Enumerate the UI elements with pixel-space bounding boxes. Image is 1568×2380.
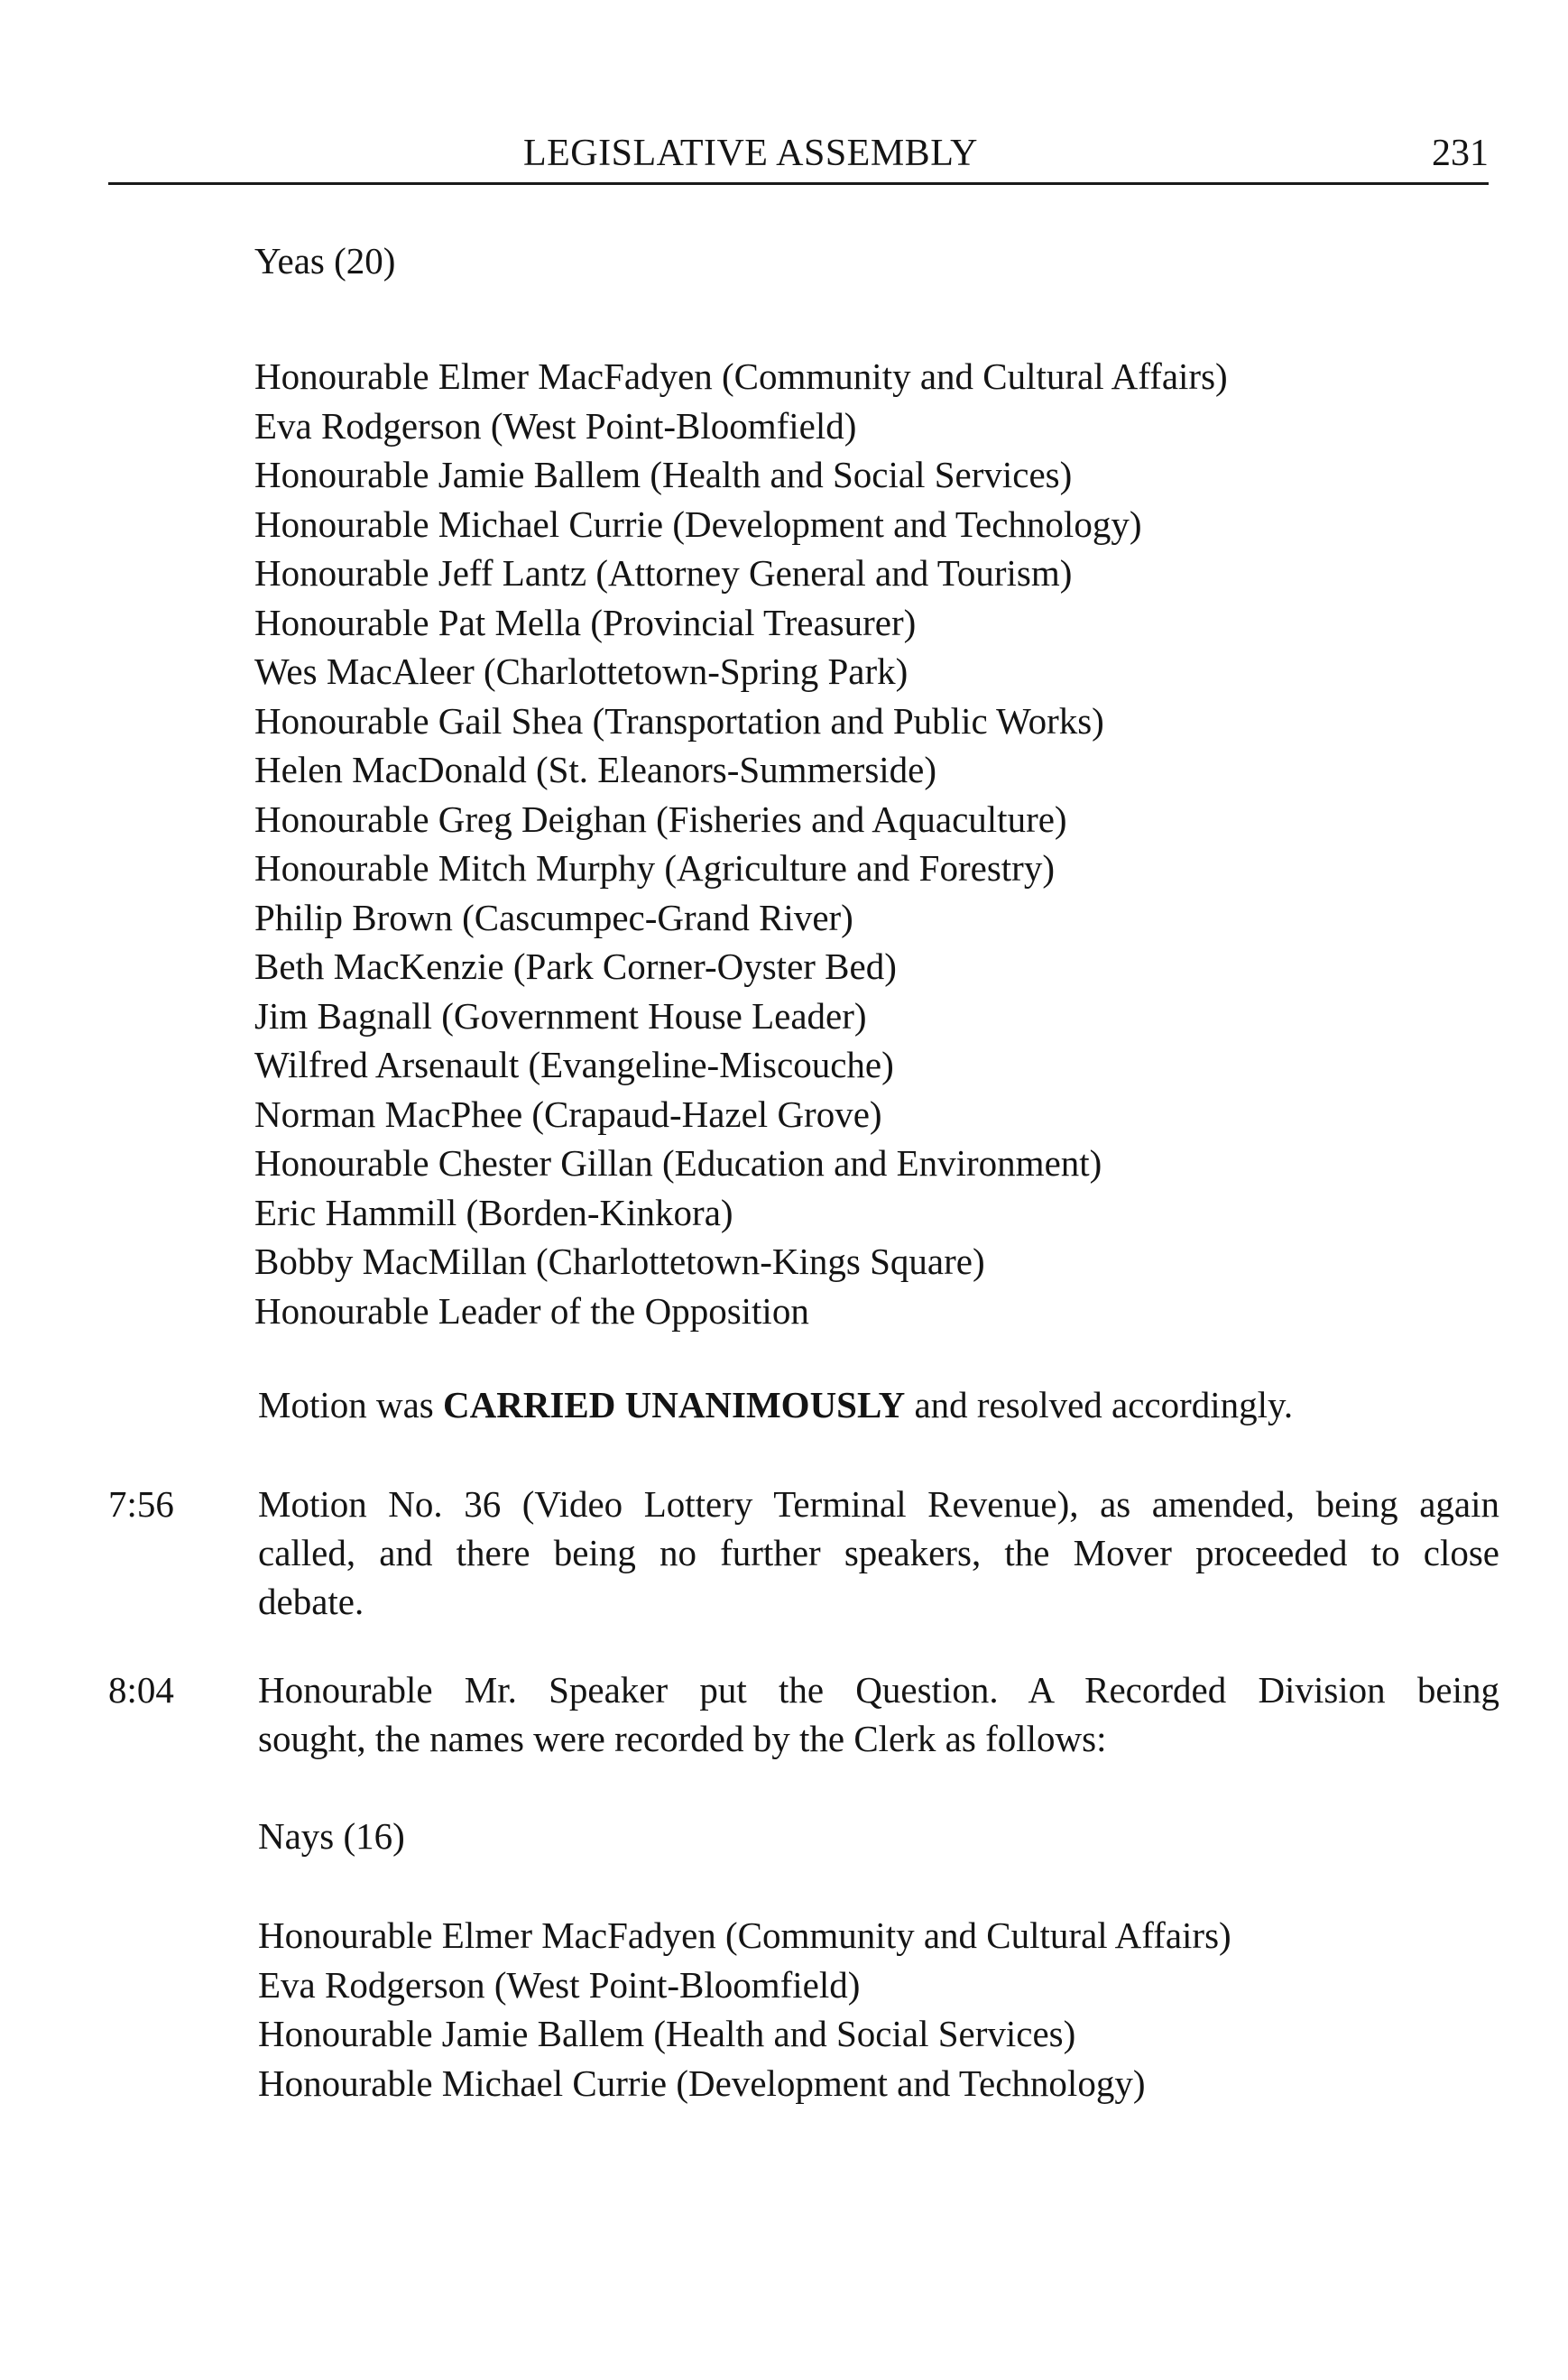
- entry-time: 7:56: [108, 1483, 174, 1525]
- yeas-member-list: [254, 352, 1499, 1335]
- member-entry: Eva Rodgerson (West Point-Bloomfield): [258, 1963, 861, 2006]
- member-entry: Beth MacKenzie (Park Corner-Oyster Bed): [254, 946, 897, 987]
- member-entry: Honourable Elmer MacFadyen (Community and Cultural Affairs): [258, 1914, 1231, 1956]
- member-entry: Honourable Chester Gillan (Education and Environment): [254, 1142, 1102, 1184]
- running-header: [108, 135, 1489, 185]
- member-entry: Honourable Jamie Ballem (Health and Social Services): [258, 2013, 1076, 2054]
- member-entry: Honourable Michael Currie (Development and Technology): [258, 2062, 1146, 2104]
- member-entry: Philip Brown (Cascumpec-Grand River): [254, 896, 853, 938]
- motion-result: [258, 1380, 1293, 1429]
- member-entry: Eva Rodgerson (West Point-Bloomfield): [254, 404, 857, 447]
- member-entry: Jim Bagnall (Government House Leader): [254, 994, 867, 1037]
- member-entry: Honourable Jeff Lantz (Attorney General and Tourism): [254, 552, 1073, 594]
- entry-line: sought, the names were recorded by the Clerk as follows:: [258, 1718, 1107, 1759]
- member-entry: Norman MacPhee (Crapaud-Hazel Grove): [254, 1093, 882, 1135]
- member-entry: Wilfred Arsenault (Evangeline-Miscouche): [254, 1044, 894, 1085]
- nays-heading: Nays (16): [258, 1815, 405, 1857]
- entry-text: [258, 1665, 1499, 1763]
- header-title: LEGISLATIVE ASSEMBLY: [523, 133, 978, 174]
- member-entry: Wes MacAleer (Charlottetown-Spring Park): [254, 650, 909, 692]
- yeas-heading: Yeas (20): [254, 240, 396, 281]
- entry-text: [258, 1480, 1499, 1626]
- nays-member-list: [258, 1911, 1503, 2108]
- motion-result-suffix: and resolved accordingly.: [905, 1384, 1294, 1425]
- entry-line: called, and there being no further speakers, the Mover proceeded to close: [258, 1532, 1499, 1573]
- member-entry: Honourable Leader of the Opposition: [254, 1289, 809, 1332]
- member-entry: Helen MacDonald (St. Eleanors-Summerside): [254, 749, 937, 790]
- entry-line: Honourable Mr. Speaker put the Question. A Recorded Division being: [258, 1669, 1499, 1711]
- motion-result-emphasis: CARRIED UNANIMOUSLY: [443, 1384, 906, 1425]
- member-entry: Honourable Elmer MacFadyen (Community and Cultural Affairs): [254, 355, 1228, 397]
- entry-line: debate.: [258, 1581, 364, 1622]
- member-entry: Honourable Greg Deighan (Fisheries and Aquaculture): [254, 798, 1067, 840]
- member-entry: Honourable Mitch Murphy (Agriculture and Forestry): [254, 847, 1055, 889]
- member-entry: Honourable Pat Mella (Provincial Treasurer): [254, 601, 917, 643]
- entry-time: 8:04: [108, 1669, 174, 1711]
- member-entry: Eric Hammill (Borden-Kinkora): [254, 1191, 733, 1233]
- member-entry: Honourable Jamie Ballem (Health and Social Services): [254, 454, 1073, 495]
- motion-result-prefix: Motion was: [258, 1384, 443, 1425]
- page-number: 231: [1432, 133, 1489, 174]
- entry-line: Motion No. 36 (Video Lottery Terminal Revenue), as amended, being again: [258, 1483, 1499, 1525]
- member-entry: Honourable Gail Shea (Transportation and Public Works): [254, 699, 1104, 742]
- member-entry: Bobby MacMillan (Charlottetown-Kings Square): [254, 1241, 985, 1282]
- member-entry: Honourable Michael Currie (Development and Technology): [254, 503, 1142, 545]
